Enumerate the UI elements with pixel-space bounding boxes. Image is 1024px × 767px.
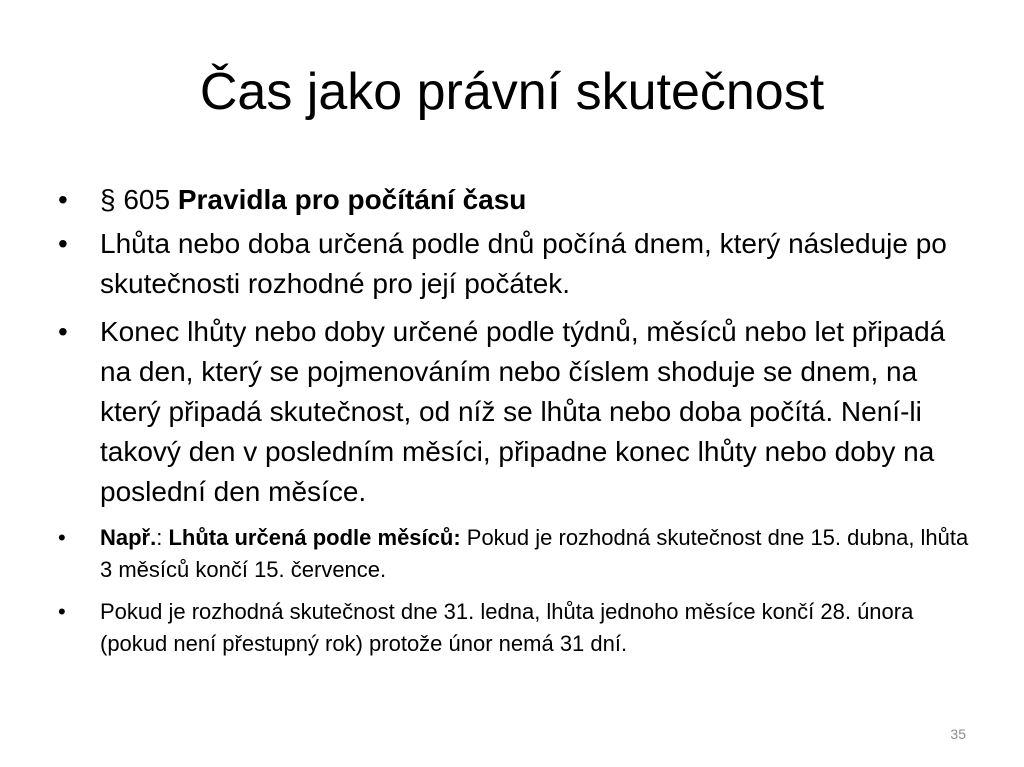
section-heading: Pravidla pro počítání času [177, 184, 527, 215]
list-item-text: Lhůta nebo doba určená podle dnů počíná dnem, který následuje po skutečnosti rozhodné pro její počátek. [100, 228, 947, 299]
bullet-icon: • [58, 228, 68, 259]
list-item-text: Konec lhůty nebo doby určené podle týdnů, měsíců nebo let připadá na den, který se pojmenováním nebo číslem shoduje se dnem, na který připadá skutečnost, od níž se lhůta nebo doba počítá. Není-li takový den v posledním měsíci, připadne konec lhůty nebo doby na poslední den měsíce. [100, 316, 946, 507]
list-item-text: Pokud je rozhodná skutečnost dne 31. ledna, lhůta jednoho měsíce končí 28. února (pokud není přestupný rok) protože únor nemá 31 dní. [100, 599, 914, 656]
bullet-list [58, 180, 978, 660]
bullet-icon: • [58, 316, 68, 347]
list-item [58, 224, 978, 304]
example-separator: : [156, 525, 169, 550]
list-item [58, 180, 978, 220]
list-item [58, 596, 978, 660]
example-label: Např. [100, 525, 157, 550]
bullet-icon: • [58, 599, 66, 624]
bullet-icon: • [58, 525, 66, 550]
page-number: 35 [950, 726, 966, 742]
section-reference: § 605 [100, 184, 178, 215]
list-item [58, 312, 978, 512]
list-item [58, 522, 978, 586]
list-item-text: Pokud je rozhodná skutečnost dne 15. dubna, lhůta 3 měsíců končí 15. července. [100, 525, 969, 582]
slide-title: Čas jako právní skutečnost [199, 63, 825, 121]
example-heading: Lhůta určená podle měsíců: [168, 525, 461, 550]
bullet-icon: • [58, 184, 68, 215]
